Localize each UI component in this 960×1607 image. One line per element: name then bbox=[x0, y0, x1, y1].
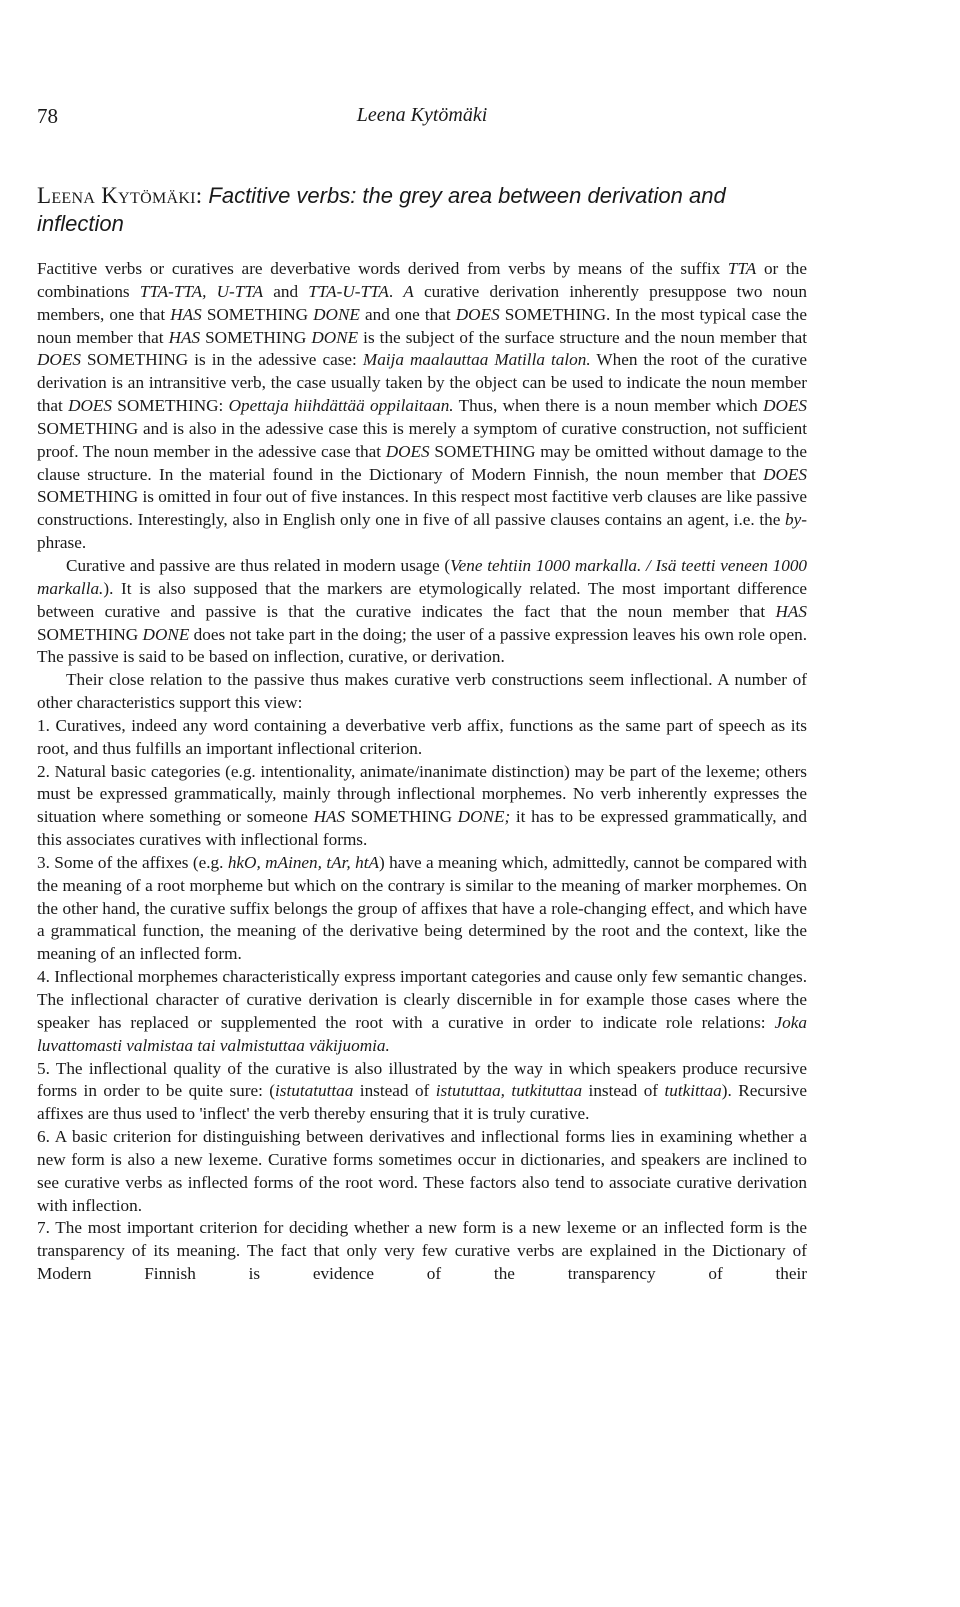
paragraph-4: 1. Curatives, indeed any word containing a deverbative verb affix, functions as the same part of speech as its root, and thus fulfills an important inflectional criterion. bbox=[37, 715, 807, 758]
paragraph-9: 6. A basic criterion for distinguishing between derivatives and inflectional forms lies in examining whether a new form is also a new lexeme. Curative forms sometimes occur in dictionaries, and speakers are inclined to see curative verbs as inflected forms of the root word. These factors also tend to associate curative derivation with inflection. bbox=[37, 1127, 807, 1215]
paragraph-3: Their close relation to the passive thus makes curative verb constructions seem inflectional. A number of other characteristics support this view: bbox=[37, 670, 807, 713]
running-head: Leena Kytömäki bbox=[356, 104, 488, 126]
paragraph-2: Curative and passive are thus related in modern usage (Vene tehtiin 1000 markalla. / Isä teetti veneen 1000 markalla.). It is also supposed that the markers are etymologically related. The most important difference between curative and passive is that the curative indicates the fact that the noun member that HAS SOMETHING DONE does not take part in the doing; the user of a passive expression leaves his own role open. The passive is said to be based on inflection, curative, or derivation. bbox=[37, 555, 808, 667]
paragraph-7: 4. Inflectional morphemes characteristically express important categories and cause only few semantic changes. The inflectional character of curative derivation is clearly discernible in for example those cases where the speaker has replaced or supplemented the root with a curative in order to indicate role relations: Joka luvattomasti valmistaa tai valmistuttaa väkijuomia. bbox=[37, 967, 807, 1055]
article-title-text: Factitive verbs: the grey area between derivation and inflection bbox=[37, 183, 726, 236]
paragraph-8: 5. The inflectional quality of the curative is also illustrated by the way in which speakers produce recursive forms in order to be quite sure: (istutatuttaa instead of istututtaa, tutkituttaa instead of tutkittaa). Recursive affixes are thus used to 'inflect' the verb thereby ensuring that it is truly curative. bbox=[37, 1058, 807, 1124]
page-header bbox=[37, 104, 807, 134]
paragraph-1: Factitive verbs or curatives are deverbative words derived from verbs by means of the suffix TTA or the combinations TTA-TTA, U-TTA and TTA-U-TTA. A curative derivation inherently presuppose two noun members, one that HAS SOMETHING DONE and one that DOES SOMETHING. In the most typical case the noun member that HAS SOMETHING DONE is the subject of the surface structure and the noun member that DOES SOMETHING is in the adessive case: Maija maalauttaa Matilla talon. When the root of the curative derivation is an intransitive verb, the case usually taken by the object can be used to indicate the noun member that DOES SOMETHING: Opettaja hiihdättää oppilaitaan. Thus, when there is a noun member which DOES SOMETHING and is also in the adessive case this is merely a symptom of curative construction, not sufficient proof. The noun member in the adessive case that DOES SOMETHING may be omitted without damage to the clause structure. In the material found in the Dictionary of Modern Finnish, the noun member that DOES SOMETHING is omitted in four out of five instances. In this respect most factitive verb clauses are like passive constructions. Interestingly, also in English only one in five of all passive clauses contains an agent, i.e. the by-phrase. bbox=[37, 259, 808, 553]
article-author: Leena Kytömäki: bbox=[37, 183, 203, 208]
article-body bbox=[37, 258, 807, 1286]
paragraph-6: 3. Some of the affixes (e.g. hkO, mAinen, tAr, htA) have a meaning which, admittedly, cannot be compared with the meaning of a root morpheme but which on the contrary is similar to the meaning of marker morphemes. On the other hand, the curative suffix belongs the group of affixes that have a role-changing effect, and which have a grammatical function, the meaning of the derivative being determined by the root and the context, like the meaning of an inflected form. bbox=[37, 852, 808, 964]
paragraph-5: 2. Natural basic categories (e.g. intentionality, animate/inanimate distinction) may be part of the lexeme; others must be expressed grammatically, mainly through inflectional morphemes. No verb inherently expresses the situation where something or someone HAS SOMETHING DONE; it has to be expressed grammatically, and this associates curatives with inflectional forms. bbox=[37, 761, 807, 850]
article-title bbox=[37, 182, 807, 238]
paragraph-10: 7. The most important criterion for deciding whether a new form is a new lexeme or an inflected form is the transparency of its meaning. The fact that only very few curative verbs are explained in the Dictionary of Modern Finnish is evidence of the transparency of their bbox=[37, 1218, 807, 1284]
page-number: 78 bbox=[37, 104, 58, 128]
